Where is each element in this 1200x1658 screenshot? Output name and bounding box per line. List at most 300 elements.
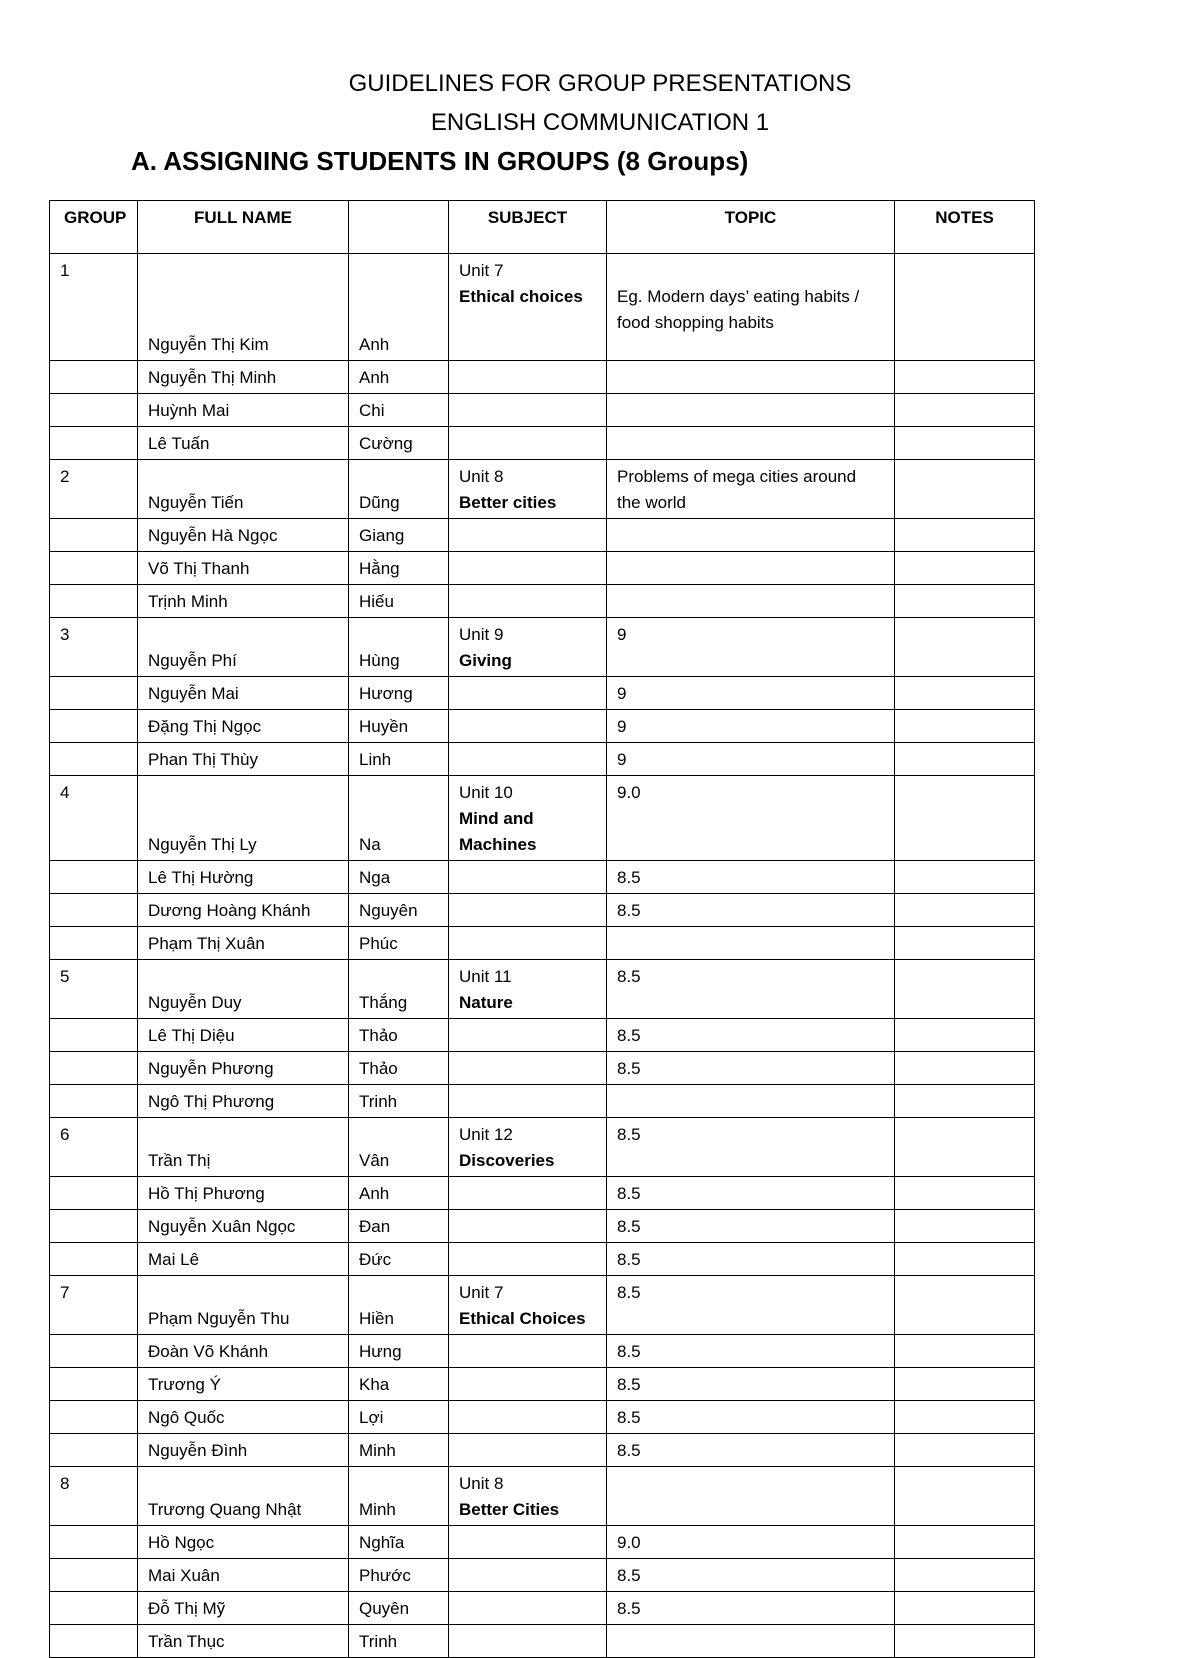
group-first-row (50, 1118, 1035, 1177)
table-row (50, 927, 1035, 960)
section-heading: A. ASSIGNING STUDENTS IN GROUPS (8 Groups) (131, 146, 749, 176)
unit-number: Unit 8 (459, 1474, 504, 1493)
group-number-cell (50, 1335, 138, 1368)
topic-text: 8.5 (617, 1342, 641, 1361)
given-name-cell (349, 1276, 449, 1335)
group-number-cell (50, 1526, 138, 1559)
group-number-cell (50, 394, 138, 427)
group-first-row (50, 960, 1035, 1019)
table-row (50, 1368, 1035, 1401)
topic-cell (607, 254, 895, 361)
notes-cell (895, 894, 1035, 927)
given-name-cell (349, 1592, 449, 1625)
group-assignment-table (49, 200, 1035, 1658)
given-name-cell (349, 1368, 449, 1401)
unit-name: Better Cities (459, 1500, 560, 1519)
full-name-cell (138, 1592, 349, 1625)
topic-cell (607, 1559, 895, 1592)
member-name: Huỳnh Mai (148, 401, 230, 420)
notes-cell (895, 1559, 1035, 1592)
full-name-cell (138, 427, 349, 460)
notes-cell (895, 1276, 1035, 1335)
member-name: Nguyễn Xuân Ngọc (148, 1217, 296, 1236)
notes-cell (895, 1177, 1035, 1210)
unit-number: Unit 11 (459, 967, 512, 986)
full-name-cell (138, 1019, 349, 1052)
topic-cell (607, 1434, 895, 1467)
given-name-cell (349, 585, 449, 618)
notes-cell (895, 361, 1035, 394)
group-number-cell (50, 361, 138, 394)
header-row (50, 201, 1035, 254)
notes-cell (895, 1467, 1035, 1526)
header-blank (349, 201, 449, 254)
subject-cell (449, 1434, 607, 1467)
member-name: Trần Thị (148, 1151, 211, 1170)
notes-cell (895, 1625, 1035, 1658)
topic-text: 8.5 (617, 901, 641, 920)
subject-cell (449, 776, 607, 861)
subject-cell (449, 1243, 607, 1276)
given-name-cell (349, 776, 449, 861)
group-number: 5 (60, 967, 70, 986)
group-number-cell (50, 254, 138, 361)
given-name-cell (349, 1177, 449, 1210)
notes-cell (895, 1210, 1035, 1243)
subject-cell (449, 677, 607, 710)
given-name-cell (349, 1118, 449, 1177)
given-name-cell (349, 927, 449, 960)
given-name-cell (349, 254, 449, 361)
member-name: Nguyễn Thị Kim (148, 335, 269, 354)
topic-cell (607, 361, 895, 394)
topic-cell (607, 927, 895, 960)
subject-cell (449, 710, 607, 743)
subject-cell (449, 1210, 607, 1243)
table-body (50, 254, 1035, 1658)
group-number-cell (50, 1243, 138, 1276)
subject-cell (449, 1368, 607, 1401)
given-name-cell (349, 394, 449, 427)
full-name-cell (138, 960, 349, 1019)
member-given-name: Hiếu (359, 592, 394, 611)
member-name: Phan Thị Thùy (148, 750, 258, 769)
member-name: Đặng Thị Ngọc (148, 717, 262, 736)
member-given-name: Nga (359, 868, 391, 887)
topic-cell (607, 743, 895, 776)
given-name-cell (349, 618, 449, 677)
member-name: Lê Thị Diệu (148, 1026, 235, 1045)
group-number-cell (50, 1559, 138, 1592)
topic-text: 8.5 (617, 1059, 641, 1078)
notes-cell (895, 861, 1035, 894)
member-given-name: Phước (359, 1566, 411, 1585)
full-name-cell (138, 254, 349, 361)
notes-cell (895, 927, 1035, 960)
subject-cell (449, 1559, 607, 1592)
topic-text: 8.5 (617, 1566, 641, 1585)
unit-name: Discoveries (459, 1151, 555, 1170)
course-title: ENGLISH COMMUNICATION 1 (430, 109, 770, 136)
member-name: Mai Xuân (148, 1566, 220, 1585)
table-row (50, 743, 1035, 776)
member-given-name: Kha (359, 1375, 390, 1394)
unit-name: Nature (459, 993, 513, 1012)
given-name-cell (349, 1335, 449, 1368)
full-name-cell (138, 1085, 349, 1118)
full-name-cell (138, 1559, 349, 1592)
topic-cell (607, 427, 895, 460)
topic-cell (607, 1625, 895, 1658)
topic-text: 8.5 (617, 1283, 641, 1302)
full-name-cell (138, 1276, 349, 1335)
full-name-cell (138, 927, 349, 960)
subject-cell (449, 618, 607, 677)
given-name-cell (349, 861, 449, 894)
given-name-cell (349, 1467, 449, 1526)
member-given-name: Hằng (359, 559, 400, 578)
subject-cell (449, 552, 607, 585)
group-number-cell (50, 1177, 138, 1210)
given-name-cell (349, 427, 449, 460)
table-row (50, 677, 1035, 710)
topic-cell (607, 552, 895, 585)
member-given-name: Dũng (359, 493, 400, 512)
header-group: GROUP (50, 201, 138, 254)
full-name-cell (138, 1526, 349, 1559)
subject-cell (449, 1625, 607, 1658)
member-name: Nguyễn Tiến (148, 493, 244, 512)
unit-name: Ethical choices (459, 287, 583, 306)
table-row (50, 1243, 1035, 1276)
full-name-cell (138, 710, 349, 743)
topic-cell (607, 1210, 895, 1243)
notes-cell (895, 552, 1035, 585)
member-name: Nguyễn Hà Ngọc (148, 526, 278, 545)
unit-number: Unit 7 (459, 1283, 504, 1302)
table-row (50, 585, 1035, 618)
member-given-name: Hiền (359, 1309, 394, 1328)
topic-cell (607, 1019, 895, 1052)
given-name-cell (349, 1434, 449, 1467)
given-name-cell (349, 519, 449, 552)
member-given-name: Trinh (359, 1092, 398, 1111)
member-given-name: Anh (359, 1184, 390, 1203)
topic-text: 8.5 (617, 1408, 641, 1427)
topic-cell (607, 1401, 895, 1434)
notes-cell (895, 1243, 1035, 1276)
member-given-name: Nguyên (359, 901, 418, 920)
group-number: 4 (60, 783, 70, 802)
notes-cell (895, 1592, 1035, 1625)
topic-text: 8.5 (617, 1441, 641, 1460)
notes-cell (895, 585, 1035, 618)
full-name-cell (138, 1368, 349, 1401)
subject-cell (449, 894, 607, 927)
table-row (50, 894, 1035, 927)
group-first-row (50, 776, 1035, 861)
topic-cell (607, 519, 895, 552)
member-given-name: Na (359, 835, 381, 854)
subject-cell (449, 861, 607, 894)
group-first-row (50, 1276, 1035, 1335)
notes-cell (895, 1335, 1035, 1368)
group-number-cell (50, 894, 138, 927)
topic-cell (607, 894, 895, 927)
full-name-cell (138, 618, 349, 677)
topic-text: 8.5 (617, 1026, 641, 1045)
table-row (50, 394, 1035, 427)
group-number-cell (50, 710, 138, 743)
subject-cell (449, 1019, 607, 1052)
notes-cell (895, 960, 1035, 1019)
notes-cell (895, 710, 1035, 743)
topic-cell (607, 460, 895, 519)
group-first-row (50, 618, 1035, 677)
full-name-cell (138, 1118, 349, 1177)
member-given-name: Giang (359, 526, 405, 545)
topic-cell (607, 710, 895, 743)
member-name: Lê Thị Hường (148, 868, 254, 887)
member-given-name: Nghĩa (359, 1533, 405, 1552)
group-number-cell (50, 1467, 138, 1526)
notes-cell (895, 1434, 1035, 1467)
topic-cell (607, 861, 895, 894)
topic-text: Eg. Modern days’ eating habits / food shopping habits (617, 287, 860, 332)
notes-cell (895, 394, 1035, 427)
notes-cell (895, 254, 1035, 361)
member-given-name: Anh (359, 335, 390, 354)
table-row (50, 1335, 1035, 1368)
group-number-cell (50, 1434, 138, 1467)
unit-name: Giving (459, 651, 512, 670)
subject-cell (449, 254, 607, 361)
subject-cell (449, 1118, 607, 1177)
group-number-cell (50, 927, 138, 960)
subject-cell (449, 960, 607, 1019)
group-number-cell (50, 1401, 138, 1434)
notes-cell (895, 1526, 1035, 1559)
member-given-name: Linh (359, 750, 392, 769)
subject-cell (449, 1592, 607, 1625)
notes-cell (895, 776, 1035, 861)
group-number: 1 (60, 261, 70, 280)
table-row (50, 1085, 1035, 1118)
header-full-name: FULL NAME (138, 201, 349, 254)
member-name: Nguyễn Phương (148, 1059, 274, 1078)
topic-text: 9 (617, 684, 627, 703)
full-name-cell (138, 361, 349, 394)
table-row (50, 861, 1035, 894)
member-name: Võ Thị Thanh (148, 559, 250, 578)
full-name-cell (138, 1243, 349, 1276)
full-name-cell (138, 861, 349, 894)
group-number-cell (50, 1592, 138, 1625)
subject-cell (449, 1177, 607, 1210)
member-given-name: Đan (359, 1217, 391, 1236)
full-name-cell (138, 394, 349, 427)
topic-cell (607, 1243, 895, 1276)
given-name-cell (349, 710, 449, 743)
unit-name: Mind and Machines (459, 809, 537, 854)
topic-cell (607, 1335, 895, 1368)
member-name: Đỗ Thị Mỹ (148, 1599, 226, 1618)
given-name-cell (349, 677, 449, 710)
subject-cell (449, 519, 607, 552)
group-number-cell (50, 776, 138, 861)
table-row (50, 1401, 1035, 1434)
table-row (50, 1210, 1035, 1243)
member-name: Đoàn Võ Khánh (148, 1342, 269, 1361)
group-number: 6 (60, 1125, 70, 1144)
member-name: Nguyễn Mai (148, 684, 239, 703)
member-given-name: Thảo (359, 1026, 398, 1045)
topic-cell (607, 776, 895, 861)
member-name: Ngô Quốc (148, 1408, 225, 1427)
given-name-cell (349, 552, 449, 585)
member-name: Nguyễn Phí (148, 651, 237, 670)
header-topic: TOPIC (607, 201, 895, 254)
member-given-name: Đức (359, 1250, 392, 1269)
table-row (50, 1526, 1035, 1559)
group-number-cell (50, 552, 138, 585)
member-name: Ngô Thị Phương (148, 1092, 275, 1111)
subject-cell (449, 585, 607, 618)
topic-text: 8.5 (617, 1125, 641, 1144)
member-given-name: Minh (359, 1500, 396, 1519)
member-given-name: Hương (359, 684, 413, 703)
table-row (50, 1434, 1035, 1467)
member-given-name: Phúc (359, 934, 398, 953)
group-number-cell (50, 1368, 138, 1401)
full-name-cell (138, 776, 349, 861)
given-name-cell (349, 894, 449, 927)
member-name: Nguyễn Đình (148, 1441, 248, 1460)
topic-text: 9.0 (617, 1533, 641, 1552)
table-row (50, 1625, 1035, 1658)
topic-cell (607, 1085, 895, 1118)
full-name-cell (138, 894, 349, 927)
topic-cell (607, 677, 895, 710)
topic-text: 9 (617, 717, 627, 736)
header-notes: NOTES (895, 201, 1035, 254)
group-number-cell (50, 1276, 138, 1335)
topic-text: 9 (617, 625, 627, 644)
unit-number: Unit 10 (459, 783, 513, 802)
group-first-row (50, 460, 1035, 519)
subject-cell (449, 394, 607, 427)
member-given-name: Thắng (359, 993, 408, 1012)
topic-text: 8.5 (617, 1217, 641, 1236)
group-number-cell (50, 1052, 138, 1085)
given-name-cell (349, 1243, 449, 1276)
notes-cell (895, 1052, 1035, 1085)
full-name-cell (138, 585, 349, 618)
member-given-name: Hùng (359, 651, 400, 670)
group-number-cell (50, 427, 138, 460)
group-number: 7 (60, 1283, 70, 1302)
topic-cell (607, 1118, 895, 1177)
group-number: 2 (60, 467, 70, 486)
full-name-cell (138, 552, 349, 585)
group-number: 3 (60, 625, 70, 644)
table-row (50, 1592, 1035, 1625)
given-name-cell (349, 960, 449, 1019)
member-name: Nguyễn Duy (148, 993, 242, 1012)
table-row (50, 519, 1035, 552)
subject-cell (449, 1052, 607, 1085)
topic-text: 8.5 (617, 1375, 641, 1394)
topic-cell (607, 1368, 895, 1401)
topic-cell (607, 1052, 895, 1085)
full-name-cell (138, 1401, 349, 1434)
member-given-name: Trinh (359, 1632, 398, 1651)
member-name: Trần Thục (148, 1632, 225, 1651)
member-name: Trương Quang Nhật (148, 1500, 302, 1519)
member-name: Lê Tuấn (148, 434, 210, 453)
table-row (50, 427, 1035, 460)
member-name: Phạm Nguyễn Thu (148, 1309, 290, 1328)
member-name: Hồ Ngọc (148, 1533, 215, 1552)
group-first-row (50, 254, 1035, 361)
given-name-cell (349, 1085, 449, 1118)
member-name: Hồ Thị Phương (148, 1184, 265, 1203)
topic-cell (607, 1177, 895, 1210)
table-row (50, 361, 1035, 394)
member-name: Phạm Thị Xuân (148, 934, 265, 953)
topic-text: 9 (617, 750, 627, 769)
unit-number: Unit 7 (459, 261, 504, 280)
subject-cell (449, 427, 607, 460)
member-name: Trương Ý (148, 1375, 221, 1394)
unit-number: Unit 12 (459, 1125, 513, 1144)
notes-cell (895, 743, 1035, 776)
unit-name: Ethical Choices (459, 1309, 586, 1328)
member-name: Dương Hoàng Khánh (148, 901, 311, 920)
topic-cell (607, 1276, 895, 1335)
given-name-cell (349, 460, 449, 519)
full-name-cell (138, 1052, 349, 1085)
member-given-name: Minh (359, 1441, 396, 1460)
subject-cell (449, 1526, 607, 1559)
notes-cell (895, 1401, 1035, 1434)
topic-cell (607, 618, 895, 677)
member-name: Nguyễn Thị Ly (148, 835, 257, 854)
full-name-cell (138, 519, 349, 552)
group-number-cell (50, 585, 138, 618)
group-number-cell (50, 861, 138, 894)
notes-cell (895, 519, 1035, 552)
subject-cell (449, 1085, 607, 1118)
group-number-cell (50, 1625, 138, 1658)
given-name-cell (349, 1019, 449, 1052)
topic-cell (607, 960, 895, 1019)
topic-text: 8.5 (617, 1250, 641, 1269)
full-name-cell (138, 1434, 349, 1467)
topic-text: 8.5 (617, 868, 641, 887)
full-name-cell (138, 1210, 349, 1243)
full-name-cell (138, 460, 349, 519)
group-number-cell (50, 1085, 138, 1118)
group-number: 8 (60, 1474, 70, 1493)
table-row (50, 1052, 1035, 1085)
topic-text: 8.5 (617, 967, 641, 986)
notes-cell (895, 1019, 1035, 1052)
group-first-row (50, 1467, 1035, 1526)
table-row (50, 1177, 1035, 1210)
full-name-cell (138, 1625, 349, 1658)
topic-text: 9.0 (617, 783, 641, 802)
